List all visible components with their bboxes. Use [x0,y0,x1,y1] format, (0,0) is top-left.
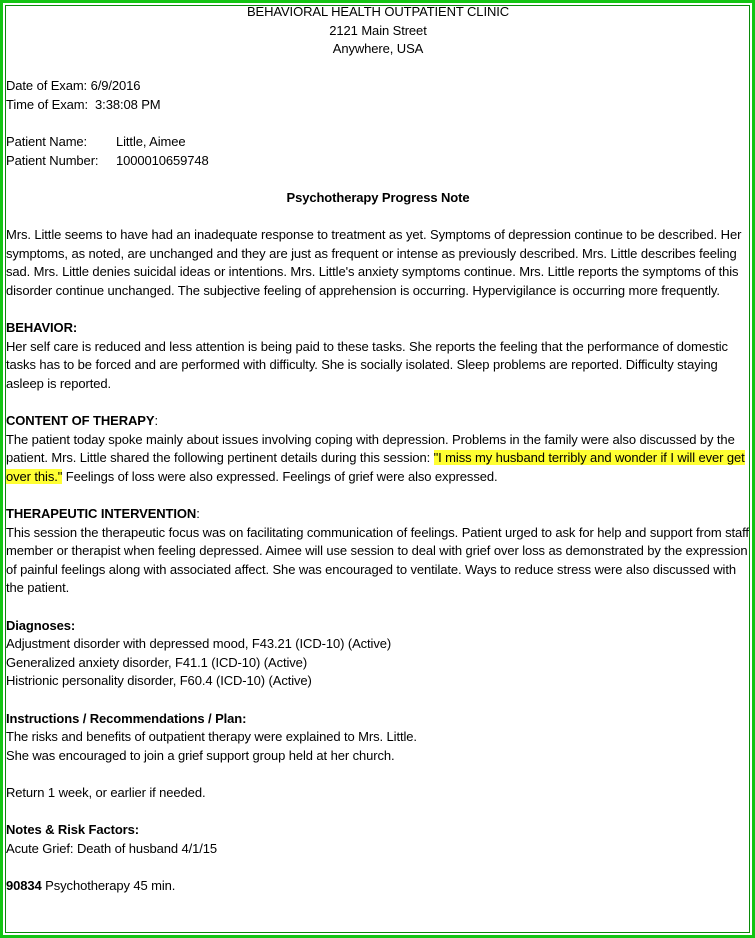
content-text-after: Feelings of loss were also expressed. Feelings of grief were also expressed. [62,468,498,484]
content-heading-line [6,412,750,431]
behavior-heading: BEHAVIOR: [6,320,78,336]
billing-code: 90834 [6,877,42,893]
exam-time: 3:38:08 PM [95,96,161,112]
billing-line [6,877,750,896]
content-text [6,431,750,487]
intervention-heading-line [6,505,750,524]
diagnosis-item: Generalized anxiety disorder, F41.1 (ICD-10) (Active) [6,654,308,670]
billing-description: Psychotherapy 45 min. [41,877,176,893]
exam-date: 6/9/2016 [90,78,141,94]
clinic-address: 2121 Main Street [329,22,427,38]
exam-date-label: Date of Exam: [6,78,88,94]
behavior-text: Her self care is reduced and less attention is being paid to these tasks. She reports the feeling that the performance of domestic tasks has to be forced and are performed with difficulty. She is socially isolated. Sleep problems are reported. Difficulty staying asleep is reported. [6,338,728,391]
notes-heading: Notes & Risk Factors: [6,822,139,838]
patient-quote-highlight: "I miss my husband terribly and wonder if I will ever get over this." [6,450,745,484]
return-instruction: Return 1 week, or earlier if needed. [6,784,206,800]
intro-paragraph: Mrs. Little seems to have had an inadequate response to treatment as yet. Symptoms of depression continue to be described. Her symptoms, as noted, are unchanged and they are just as frequent or intense as previously described. Mrs. Little describes feeling sad. Mrs. Little denies suicidal ideas or intentions. Mrs. Little's anxiety symptoms continue. Mrs. Little reports the symptoms of this disorder continue unchanged. The subjective feeling of apprehension is occurring. Hypervigilance is occurring more frequently. [6,227,742,298]
content-heading-colon: : [154,413,158,429]
patient-number-label: Patient Number: [6,152,99,168]
patient-number: 1000010659748 [116,152,209,168]
patient-name: Little, Aimee [116,134,186,150]
exam-time-label: Time of Exam: [6,96,89,112]
intervention-heading: THERAPEUTIC INTERVENTION [6,506,197,522]
clinic-city: Anywhere, USA [332,41,424,57]
patient-number-line [6,152,750,171]
exam-time-line [6,96,750,115]
patient-name-line [6,133,750,152]
intervention-text: This session the therapeutic focus was on facilitating communication of feelings. Patient urged to ask for help and support from staff member or therapist when feeling depressed. Aimee will use session to deal with grief over loss as demonstrated by the expression of painful feelings along with associated affect. She was encouraged to ventilate. Ways to reduce stress were also discussed with the patient. [6,524,749,596]
content-heading: CONTENT OF THERAPY [6,413,155,429]
diagnoses-heading: Diagnoses: [6,617,76,633]
intervention-heading-colon: : [196,506,200,522]
plan-line: She was encouraged to join a grief support group held at her church. [6,747,395,763]
notes-text: Acute Grief: Death of husband 4/1/15 [6,840,218,856]
diagnosis-item: Adjustment disorder with depressed mood, F43.21 (ICD-10) (Active) [6,636,392,652]
exam-date-line [6,77,750,96]
plan-heading: Instructions / Recommendations / Plan: [6,710,247,726]
plan-line: The risks and benefits of outpatient therapy were explained to Mrs. Little. [6,729,417,745]
patient-name-label: Patient Name: [6,134,88,150]
progress-note-document [6,3,750,896]
clinic-name: BEHAVIORAL HEALTH OUTPATIENT CLINIC [246,4,510,19]
diagnosis-item: Histrionic personality disorder, F60.4 (ICD-10) (Active) [6,673,312,689]
content-text-before: The patient today spoke mainly about issues involving coping with depression. Problems in the family were also discussed by the patient. Mrs. Little shared the following pertinent details during this session: [6,431,735,466]
document-title: Psychotherapy Progress Note [286,189,470,205]
